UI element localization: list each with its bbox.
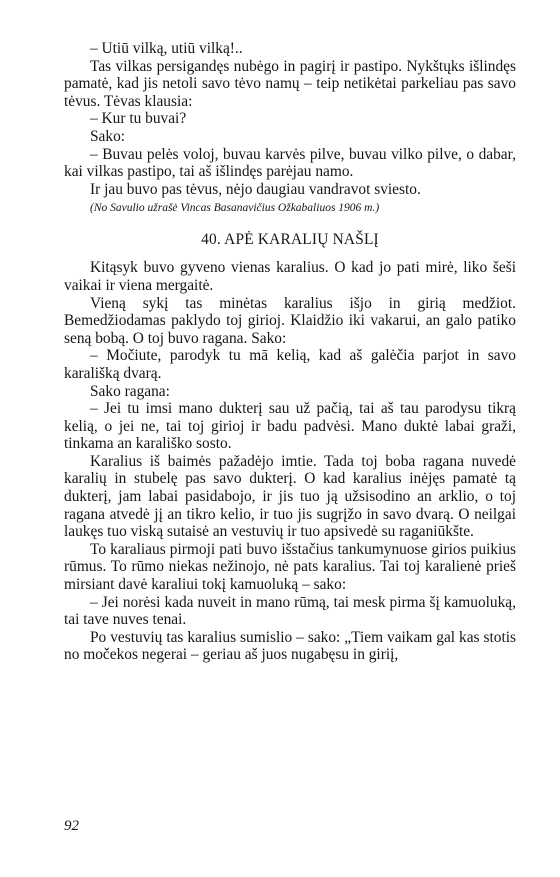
paragraph: Sako: xyxy=(90,127,126,145)
section-title: 40. APĖ KARALIŲ NAŠLĮ xyxy=(201,231,379,249)
paragraph: To karaliaus pirmoji pati buvo išstačius tankumynuose girios puikius rūmus. To rūmo niekas nežinojo, nė pats karalius. Tai toj karalienė prieš mirsiant davė karaliui tokį kamuoluką – sako: xyxy=(64,540,516,594)
book-page xyxy=(64,40,516,664)
paragraph: – Utiū vilką, utiū vilką!.. xyxy=(90,40,243,57)
paragraph: Po vestuvių tas karalius sumislio – sako: „Tiem vaikam gal kas stotis no močekos negerai – geriau aš juos nugabęsu in giriį, xyxy=(64,628,516,664)
page-number: 92 xyxy=(64,818,79,834)
paragraph: Karalius iš baimės pažadėjo imtie. Tada toj boba ragana nuvedė karalių in stubelę pas savo dukterį. O kad karalius inėjęs pamatė tą dukterį, jam labai pasidabojo, ir jis tuo ją užsisodino an arklio, o toj ragana atvedė jį an tikro kelio, ir tuo jis sugrįžo in savo dvarą. O neilgai laukęs tuo viską sutaisė an vestuvių ir tuo apsivedė su raganiūkšte. xyxy=(64,452,516,541)
paragraph: Kitąsyk buvo gyveno vienas karalius. O kad jo pati mirė, liko šeši vaikai ir viena mergaitė. xyxy=(64,259,516,294)
paragraph: – Kur tu buvai? xyxy=(90,110,187,128)
paragraph: – Buvau pelės voloj, buvau karvės pilve, buvau vilko pilve, o dabar, kai vilkas pastipo, tai aš išlindęs parėjau namo. xyxy=(64,145,516,181)
paragraph: – Jei tu imsi mano dukterį sau už pačią, tai aš tau parodysu tikrą kelią, o jei ne, tai toj girioj ir badu padvėsi. Mano duktė labai graži, tinkama an karališko sosto. xyxy=(64,400,516,453)
paragraph: Tas vilkas persigandęs nubėgo in pagirį ir pastipo. Nykštųks išlindęs pamatė, kad jis netoli savo tėvo namų – teip netikėtai parkeliau pas savo tėvus. Tėvas klausia: xyxy=(64,57,516,110)
story-block xyxy=(64,259,516,664)
top-block xyxy=(64,40,516,198)
paragraph: – Močiute, parodyk tu mā kelią, kad aš galėčia parjot in savo karališką dvarą. xyxy=(64,347,516,382)
paragraph: Ir jau buvo pas tėvus, nėjo daugiau vandravot sviesto. xyxy=(90,180,421,198)
paragraph: – Jei norėsi kada nuveit in mano rūmą, tai mesk pirma šį kamuoluką, tai tave nuves tenai. xyxy=(64,593,516,629)
paragraph: Sako ragana: xyxy=(90,382,170,400)
source-note: (No Savulio užrašė Vincas Basanavičius Ožkabaliuos 1906 m.) xyxy=(90,202,380,215)
paragraph: Vieną sykį tas minėtas karalius išjo in girią medžiot. Bemedžiodamas paklydo toj girioj. Klaidžio iki vakarui, an galo patiko seną bobą. O toj buvo ragana. Sako: xyxy=(64,294,516,347)
